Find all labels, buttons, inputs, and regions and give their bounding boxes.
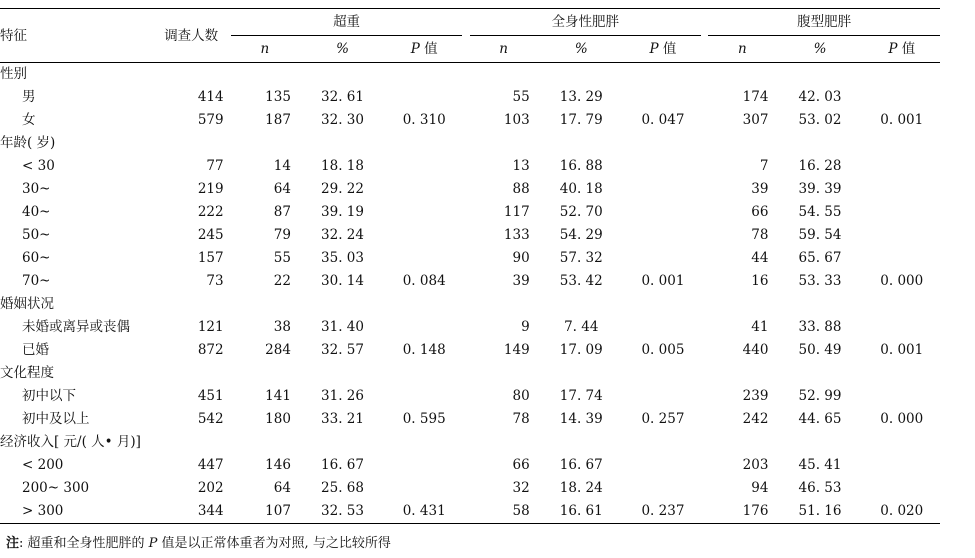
n-value: 90	[512, 250, 530, 266]
row-count: 121	[197, 319, 224, 335]
percent-value: 40. 18	[559, 181, 603, 197]
n-value: 79	[273, 227, 291, 243]
p-value	[625, 224, 701, 247]
table-row	[0, 408, 940, 431]
p-value-header	[864, 36, 940, 63]
table-row	[0, 247, 940, 270]
percent-value: 18. 24	[559, 480, 603, 496]
table-row	[0, 178, 940, 201]
table-row	[0, 454, 940, 477]
table-row	[0, 201, 940, 224]
row-label: 未婚或离异或丧偶	[22, 319, 130, 335]
p-value	[386, 224, 462, 247]
group-header-general-obesity: 全身性肥胖	[470, 9, 702, 36]
p-value	[386, 477, 462, 500]
percent-value: 17. 09	[559, 342, 603, 358]
p-value: 0. 084	[402, 273, 446, 289]
percent-value: 53. 02	[798, 112, 842, 128]
p-value	[864, 178, 940, 201]
n-value: 78	[751, 227, 769, 243]
row-count: 579	[197, 112, 224, 128]
row-label: 50~	[22, 227, 51, 243]
p-value: 0. 237	[625, 500, 701, 524]
n-value: 58	[470, 500, 538, 524]
percent-value: 32. 61	[321, 89, 364, 105]
n-value: 64	[273, 181, 291, 197]
percent-value: 32. 30	[321, 112, 364, 128]
group-header-overweight: 超重	[231, 9, 463, 36]
n-value: 135	[265, 89, 291, 105]
n-value: 180	[265, 411, 291, 427]
n-value: 66	[512, 457, 530, 473]
n-value: 239	[742, 388, 769, 404]
percent-value: 33. 88	[798, 319, 842, 335]
n-value: 16	[751, 273, 769, 289]
p-value	[864, 316, 940, 339]
n-value: 176	[708, 500, 776, 524]
percent-value: 32. 24	[321, 227, 364, 243]
row-label: 初中以下	[22, 388, 76, 404]
note-text-b: 值是以正常体重者为对照, 与之比较所得	[157, 536, 391, 551]
n-value: 44	[751, 250, 769, 266]
n-value: 55	[273, 250, 291, 266]
n-value: 55	[512, 89, 530, 105]
row-count: 77	[206, 158, 224, 174]
percent-value: 33. 21	[321, 411, 364, 427]
p-value	[386, 316, 462, 339]
n-value: 66	[751, 204, 769, 220]
p-suffix: 值	[419, 41, 438, 57]
p-value	[386, 155, 462, 178]
row-label: < 200	[22, 457, 64, 473]
p-value	[625, 155, 701, 178]
percent-value: 29. 22	[321, 181, 364, 197]
p-italic: P	[649, 41, 659, 57]
section-title: 婚姻状况	[0, 296, 54, 312]
section-row	[0, 362, 940, 385]
p-value	[386, 201, 462, 224]
p-value	[625, 385, 701, 408]
row-label: > 300	[0, 500, 159, 524]
p-value-header	[625, 36, 701, 63]
n-value: 107	[231, 500, 299, 524]
n-header: n	[231, 36, 299, 63]
percent-value: 18. 18	[321, 158, 364, 174]
n-value: 22	[273, 273, 291, 289]
p-value	[625, 454, 701, 477]
row-count: 447	[197, 457, 224, 473]
percent-value: 16. 67	[559, 457, 603, 473]
p-value: 0. 005	[641, 342, 685, 358]
n-value: 38	[273, 319, 291, 335]
percent-value: 25. 68	[321, 480, 364, 496]
p-value: 0. 431	[386, 500, 462, 524]
row-label: 已婚	[22, 342, 49, 358]
n-value: 39	[751, 181, 769, 197]
section-title: 经济收入[ 元/( 人• 月)]	[0, 434, 141, 450]
p-suffix: 值	[658, 41, 677, 57]
p-value: 0. 148	[402, 342, 446, 358]
n-value: 78	[512, 411, 530, 427]
n-value: 187	[265, 112, 291, 128]
row-label: 60~	[22, 250, 51, 266]
n-value: 39	[512, 273, 530, 289]
n-value: 284	[265, 342, 291, 358]
p-value	[386, 178, 462, 201]
n-value: 149	[503, 342, 530, 358]
feature-header: 特征	[0, 9, 159, 63]
p-suffix: 值	[897, 41, 916, 57]
row-label: 男	[22, 89, 36, 105]
p-value	[864, 247, 940, 270]
n-value: 440	[742, 342, 769, 358]
table-row	[0, 385, 940, 408]
percent-header: %	[299, 36, 386, 63]
p-value: 0. 595	[402, 411, 446, 427]
row-count: 344	[159, 500, 224, 524]
percent-value: 32. 53	[299, 500, 386, 524]
percent-value: 31. 26	[321, 388, 364, 404]
n-value: 88	[512, 181, 530, 197]
percent-value: 13. 29	[559, 89, 603, 105]
row-label: 200~ 300	[22, 480, 90, 496]
percent-value: 52. 70	[559, 204, 603, 220]
note-text-a: : 超重和全身性肥胖的	[19, 536, 149, 551]
percent-value: 39. 39	[798, 181, 842, 197]
table-row	[0, 339, 940, 362]
percent-value: 42. 03	[798, 89, 842, 105]
percent-value: 46. 53	[798, 480, 842, 496]
p-value: 0. 001	[880, 342, 924, 358]
p-italic: P	[888, 41, 898, 57]
n-value: 64	[273, 480, 291, 496]
percent-value: 53. 33	[798, 273, 842, 289]
n-value: 9	[521, 319, 530, 335]
n-value: 80	[512, 388, 530, 404]
table-body	[0, 63, 940, 524]
row-label: 70~	[22, 273, 51, 289]
p-value: 0. 310	[402, 112, 446, 128]
p-value	[864, 454, 940, 477]
n-value: 32	[512, 480, 530, 496]
row-label: 女	[22, 112, 36, 128]
n-value: 133	[503, 227, 530, 243]
row-label: < 30	[22, 158, 55, 174]
section-title: 性别	[0, 66, 27, 82]
n-header: n	[470, 36, 538, 63]
table-row	[0, 155, 940, 178]
row-count: 202	[197, 480, 224, 496]
percent-value: 44. 65	[798, 411, 842, 427]
row-count: 451	[197, 388, 224, 404]
section-row	[0, 293, 940, 316]
p-value	[625, 178, 701, 201]
p-value	[864, 224, 940, 247]
p-value	[864, 385, 940, 408]
percent-value: 7. 44	[564, 319, 599, 335]
row-count: 414	[197, 89, 224, 105]
n-value: 41	[751, 319, 769, 335]
row-count: 73	[206, 273, 224, 289]
n-value: 117	[503, 204, 530, 220]
p-value	[386, 247, 462, 270]
n-value: 13	[512, 158, 530, 174]
n-value: 203	[742, 457, 769, 473]
percent-value: 45. 41	[798, 457, 842, 473]
percent-value: 16. 88	[559, 158, 603, 174]
n-value: 103	[503, 112, 530, 128]
row-label: 40~	[22, 204, 51, 220]
row-count: 157	[197, 250, 224, 266]
section-row	[0, 431, 940, 454]
n-value: 14	[273, 158, 291, 174]
p-value	[386, 385, 462, 408]
p-value	[864, 86, 940, 109]
p-value: 0. 000	[880, 273, 924, 289]
p-value: 0. 257	[641, 411, 685, 427]
percent-value: 54. 29	[559, 227, 603, 243]
percent-value: 65. 67	[798, 250, 842, 266]
table-row	[0, 270, 940, 293]
note-label: 注	[6, 536, 20, 551]
p-value: 0. 001	[880, 112, 924, 128]
percent-value: 16. 61	[538, 500, 625, 524]
percent-value: 17. 79	[559, 112, 603, 128]
n-value: 174	[742, 89, 769, 105]
p-value-header	[386, 36, 462, 63]
percent-value: 16. 28	[798, 158, 842, 174]
percent-value: 35. 03	[321, 250, 364, 266]
n-value: 7	[759, 158, 769, 174]
table-row	[0, 500, 940, 524]
percent-value: 17. 74	[559, 388, 603, 404]
percent-value: 14. 39	[559, 411, 603, 427]
row-count: 222	[197, 204, 224, 220]
p-value	[386, 454, 462, 477]
percent-value: 52. 99	[798, 388, 842, 404]
p-value: 0. 001	[641, 273, 685, 289]
section-title: 文化程度	[0, 365, 54, 381]
p-value	[864, 477, 940, 500]
data-table	[0, 8, 940, 524]
percent-value: 31. 40	[321, 319, 364, 335]
section-row	[0, 132, 940, 155]
percent-value: 30. 14	[321, 273, 364, 289]
section-row	[0, 63, 940, 87]
section-title: 年龄( 岁)	[0, 135, 56, 151]
p-value: 0. 000	[880, 411, 924, 427]
p-value	[625, 201, 701, 224]
p-value: 0. 047	[641, 112, 685, 128]
percent-value: 50. 49	[798, 342, 842, 358]
percent-header: %	[776, 36, 863, 63]
p-value: 0. 020	[864, 500, 940, 524]
table-row	[0, 86, 940, 109]
percent-value: 39. 19	[321, 204, 364, 220]
p-value	[386, 86, 462, 109]
p-italic: P	[410, 41, 420, 57]
n-value: 141	[265, 388, 291, 404]
p-value	[864, 201, 940, 224]
note-p: P	[148, 536, 158, 551]
n-value: 146	[265, 457, 291, 473]
percent-header: %	[538, 36, 625, 63]
table-row	[0, 224, 940, 247]
n-value: 94	[751, 480, 769, 496]
n-value: 242	[742, 411, 769, 427]
percent-value: 51. 16	[776, 500, 863, 524]
n-value: 87	[273, 204, 291, 220]
table-row	[0, 316, 940, 339]
p-value	[625, 316, 701, 339]
percent-value: 32. 57	[321, 342, 364, 358]
row-count: 219	[197, 181, 224, 197]
header-row-1	[0, 9, 940, 36]
footnote	[6, 532, 391, 551]
table-row	[0, 477, 940, 500]
n-header: n	[708, 36, 776, 63]
percent-value: 54. 55	[798, 204, 842, 220]
percent-value: 59. 54	[798, 227, 842, 243]
p-value	[625, 86, 701, 109]
p-value	[625, 477, 701, 500]
n-value: 307	[742, 112, 769, 128]
row-label: 30~	[22, 181, 51, 197]
p-value	[864, 155, 940, 178]
percent-value: 57. 32	[559, 250, 603, 266]
group-header-abdominal-obesity: 腹型肥胖	[708, 9, 940, 36]
row-label: 初中及以上	[22, 411, 90, 427]
percent-value: 16. 67	[321, 457, 364, 473]
p-value	[625, 247, 701, 270]
row-count: 542	[197, 411, 224, 427]
percent-value: 53. 42	[559, 273, 603, 289]
row-count: 245	[197, 227, 224, 243]
row-count: 872	[197, 342, 224, 358]
table-row	[0, 109, 940, 132]
count-header: 调查人数	[159, 9, 224, 63]
